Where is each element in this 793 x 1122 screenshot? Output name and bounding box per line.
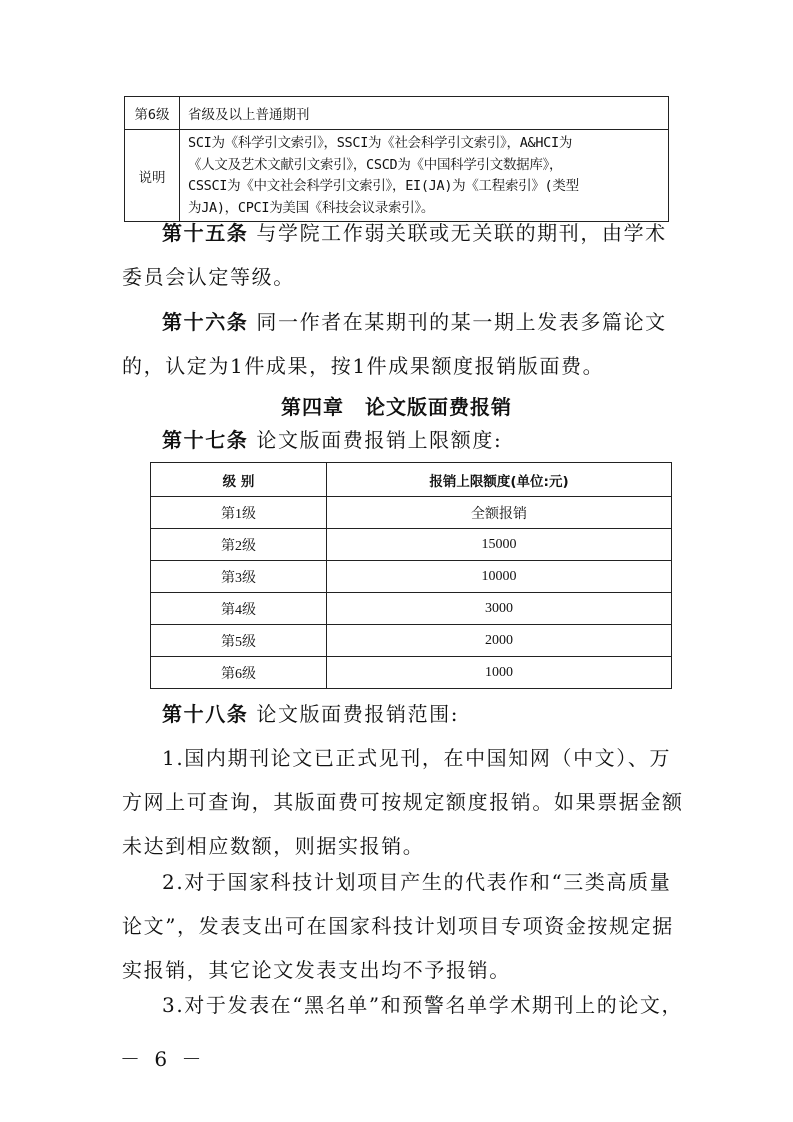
- notes-cell: [180, 130, 669, 222]
- article-16-title: 第十六条: [162, 310, 249, 334]
- table-row: [125, 97, 669, 130]
- chapter-title: 第四章 论文版面费报销: [281, 395, 512, 419]
- amount-cell: 10000: [327, 561, 672, 593]
- table-row: [151, 497, 672, 529]
- table-row: [125, 130, 669, 222]
- notes-line: SCI为《科学引文索引》，SSCI为《社会科学引文索引》，A&HCI为: [188, 135, 573, 151]
- notes-line: 为JA)，CPCI为美国《科技会议录索引》。: [188, 199, 435, 216]
- article-18: [122, 692, 682, 736]
- amount-cell: 1000: [327, 657, 672, 689]
- item-1-line2: 方网上可查询，其版面费可按规定额度报销。如果票据金额: [122, 790, 684, 814]
- item-2: [122, 860, 682, 992]
- article-15-line1: 与学院工作弱关联或无关联的期刊，由学术: [256, 221, 667, 245]
- grade-cell: 第6级: [151, 657, 327, 689]
- table-header-row: [151, 463, 672, 497]
- amount-cell: 15000: [327, 529, 672, 561]
- grade-desc: 省级及以上普通期刊: [180, 97, 669, 130]
- grade-cell: 第4级: [151, 593, 327, 625]
- article-17: [122, 418, 682, 462]
- grade-label: 第6级: [125, 97, 180, 130]
- item-3: [122, 983, 682, 1027]
- amount-cell: 全额报销: [327, 497, 672, 529]
- grade-cell: 第5级: [151, 625, 327, 657]
- item-3-line1: 3.对于发表在“黑名单”和预警名单学术期刊上的论文，: [162, 993, 684, 1017]
- reimbursement-limits-table: [150, 462, 672, 689]
- article-17-text: 论文版面费报销上限额度:: [256, 428, 503, 452]
- notes-label: 说明: [125, 130, 180, 222]
- item-2-line2: 论文”，发表支出可在国家科技计划项目专项资金按规定据: [122, 914, 674, 938]
- table-row: [151, 529, 672, 561]
- grade-6-table: [124, 96, 669, 222]
- table-row: [151, 625, 672, 657]
- item-2-line3: 实报销，其它论文发表支出均不予报销。: [122, 958, 511, 982]
- amount-cell: 3000: [327, 593, 672, 625]
- page-number: － 6 －: [120, 1047, 206, 1071]
- item-2-line1: 2.对于国家科技计划项目产生的代表作和“三类高质量: [162, 870, 672, 894]
- header-grade: 级 别: [151, 463, 327, 497]
- article-16-line2: 的，认定为1件成果，按1件成果额度报销版面费。: [122, 354, 605, 378]
- table-row: [151, 593, 672, 625]
- table-row: [151, 561, 672, 593]
- item-1-line3: 未达到相应数额，则据实报销。: [122, 834, 425, 858]
- article-18-title: 第十八条: [162, 702, 249, 726]
- article-15-line2: 委员会认定等级。: [122, 265, 295, 289]
- notes-line: CSSCI为《中文社会科学引文索引》，EI(JA)为《工程索引》(类型: [188, 178, 579, 194]
- grade-cell: 第3级: [151, 561, 327, 593]
- amount-cell: 2000: [327, 625, 672, 657]
- grade-cell: 第2级: [151, 529, 327, 561]
- article-18-text: 论文版面费报销范围:: [256, 702, 460, 726]
- item-1-line1: 1.国内期刊论文已正式见刊，在中国知网（中文）、万: [162, 746, 672, 770]
- article-16-line1: 同一作者在某期刊的某一期上发表多篇论文: [256, 310, 667, 334]
- article-16: [122, 300, 682, 388]
- header-limit: 报销上限额度(单位:元): [327, 463, 672, 497]
- article-17-title: 第十七条: [162, 428, 249, 452]
- article-15: [122, 211, 682, 299]
- table-row: [151, 657, 672, 689]
- grade-cell: 第1级: [151, 497, 327, 529]
- notes-line: 《人文及艺术文献引文索引》，CSCD为《中国科学引文数据库》，: [188, 156, 563, 173]
- article-15-title: 第十五条: [162, 221, 249, 245]
- item-1: [122, 736, 682, 868]
